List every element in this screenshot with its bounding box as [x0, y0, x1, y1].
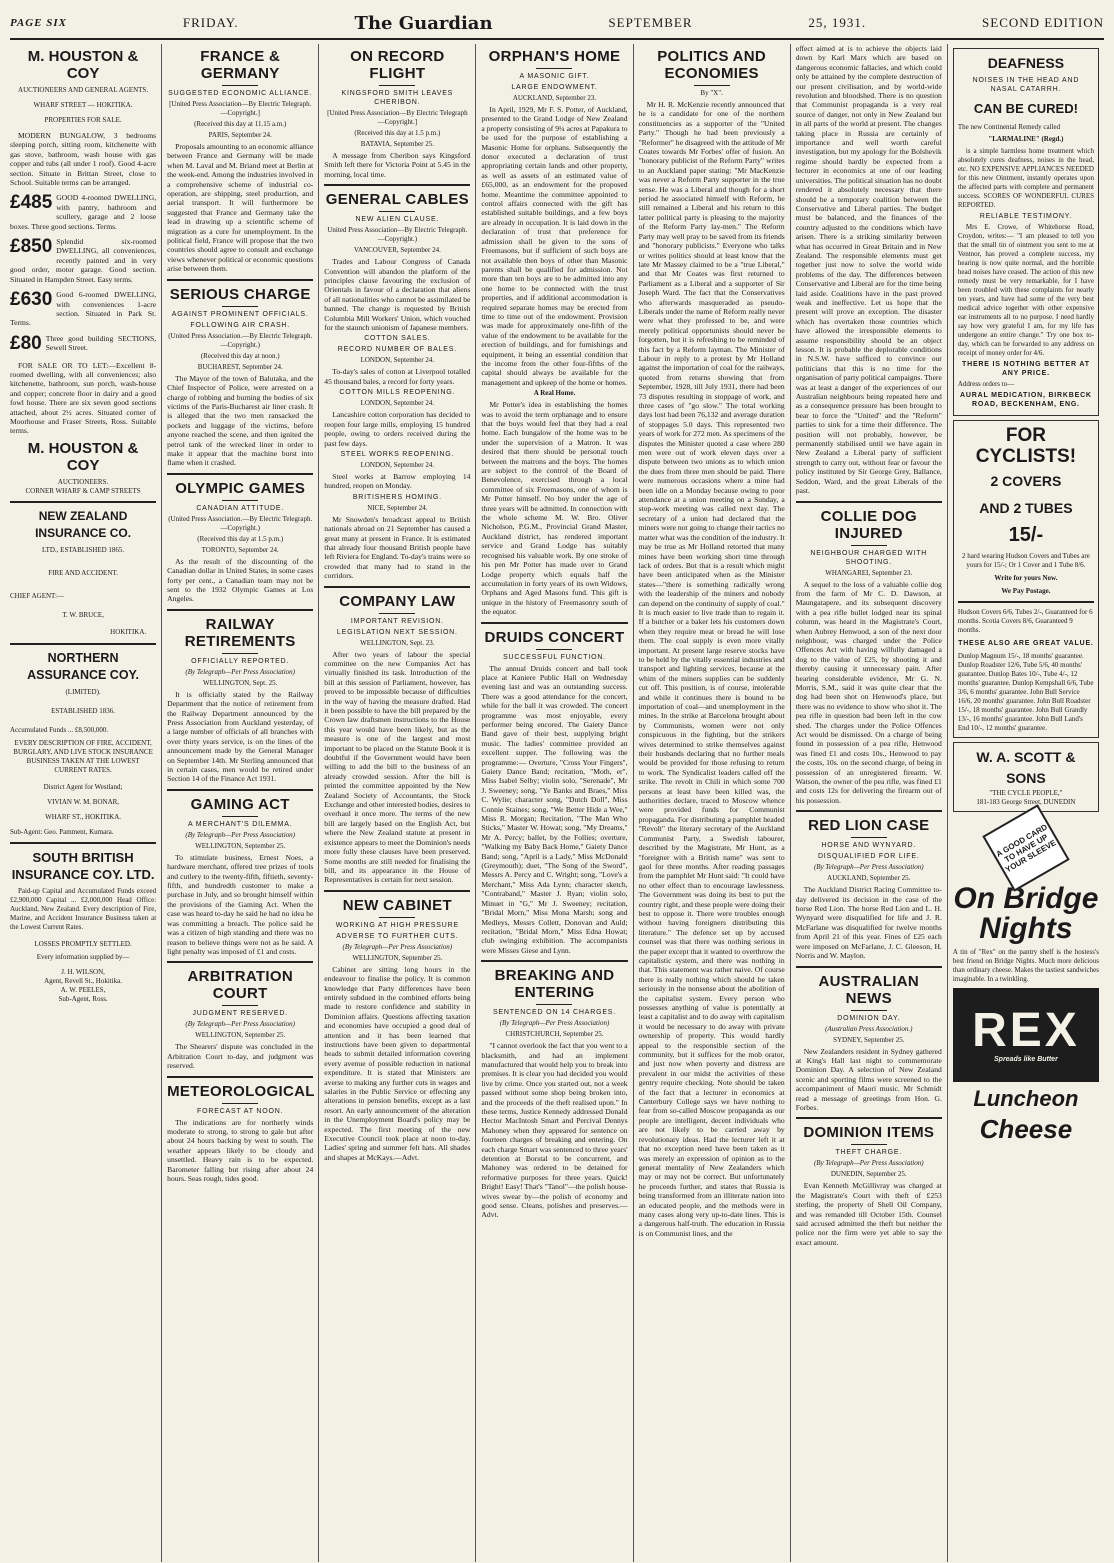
- dash: [851, 545, 887, 546]
- article-text: Mr H. R. McKenzie recently announced that he is a candidate for one of the northern constituencies as a supporter of the "United Party." Though he had been previously a "Reformer" he disagreed with the attitude of Mr Coates towards Mr Forbes' offer of fusion. An "honorary publicist of the Reform Party" writes to an Auckland paper stating: "Mr MacKenzie was never a Reform Party supporter in the true sense. He was a Liberal and though for a short period he associated himself with Reform, he still remained a Liberal and his return to this latter political party is pleasing to the majority of the Reform Party lay-men." The Reform Party may well pray to be saved from its friends and "honorary publicists." Everyone who talks or writes politics should at least know that the late Mr Massey claimed to be a "true Liberal," and that Mr Coates was first returned to Parliament as a Liberal and a supporter of Sir Joseph Ward. The fact that the Conservatives who afterwards masqueraded as pseudo-Liberals under the name of Reform really never were what they professed to be, and were merely political opportunists should never be forgotten, but it is refreshing to be reminded of this fact by a Reform layman. The Minister of Labour in reply to a protest by Mr Holland against the importation of coal for the railways, quoted from returns showing that from September, 1928, till July 1931, there had been 73 disputes resulting in stoppage of work, and three cases of "go slow." The total working days lost had been 76,132 and average duration of stoppages 5.0 days. This represented two years of work for 272 men. As specimens of the disputes the Minister quoted a case where 280 men were out of work eleven days over a dispute between two unions as to which union the dues from three men should be paid. There were numerous occasions where a mine had been idle on a Monday because owing to poor attendance at a union meeting on a Sunday, a stop-work meeting was called next day. The secretary of a union had declared that the miners were not going to change their tactics no matter what was the condition of the industry. It may be true as Mr Holland retorted that many mines have been working short time through lack of orders. But that is a result which might have been anticipated when as the Minister states—"there is something radically wrong with the leadership of the miners and nobody can depend on the continuity of supply of coal." It is much easier to live trade than to regain it. If a butcher or a baker lets his customers down when they require meat or bread he will lose them. The coal supply is even more vitally important. At present large reserve stocks have to be held by the vitally essential industries and transport and lighting services, because at the whim of the miners supplies can be suddenly cut off. This position, is of course, intolerable and while it continues there is bound to be importation of coal—and unemployment in the mines. In the strike at Barcelona brought about by Communists, women were not only conspicuous in the fighting, but the strikers wives determined to strike themselves against their husbands declaring that no further meals would be provided for those refusing to return to work. The Syndicalist leaders called off the strike. The revolt in Chili in which some 700 persons at least have been killed was, the authorities declare, traced to Moscow whence were provided funds for Communist propaganda. For distributing a pamphlet headed "Revolt" the literary secretary of the Auckland Communist Party, a Swedish labourer, described by the Magistrate, Mr Hunt, as a "foreigner with a British name" was sent to gaol for three months. After reading passages from the pamphlet Mr Hunt said: "It could have no other effect than to encourage lawlessness. The Government was doing its best to put the country right, and these people were doing their best to oppose it. There were troubles enough without having foreigners distributing this literature." The defence set up by accused counsel was that there was nothing serious in the paper except that it wanted to overthrow the capitalistic system, and there was nothing in that. This statement was rather naive. Of course there is really nothing which should be taken seriously in the nonsense about the abolition of the capitalist system. Every person who possesses anything of value is potentially at least a capitalist and to do away with capitalism it would be necessary to do away with private ownership of property. This would hardly appeal to the responsible section of the community, but it suffices for the mob orator, and just now when poverty and distress are prevalent in our midst the activities of these gentry require checking. Note should be taken of the fact that a lecturer in economics at Canterbury College says we have nothing to fear from so-called Moscow propaganda as our people are intelligent, decent individuals who are not likely to be carried away by revolutionary ideas. Had the lecturer left it at that no exception need have been taken as it was merely an expression of opinion as to the general mentality of New Zealanders which may or may not be correct. But unfortunately he proceeds further, and states that Russia is being transformed from an illiterate nation into an educated people, and the methods were in many cases along very up-to-date lines. This is a dangerous half-truth. The education in Russia is on Communist lines, and the: [638, 100, 785, 1238]
- ad-850: [10, 237, 156, 284]
- ad-850-text: Splendid six-roomed DWELLING, all conveniences, recently painted and in very good order, motor garage. Good section. Situated in Hampden Street. Easy terms.: [10, 237, 157, 284]
- sleeve-card: A GOOD CARD TO HAVE UP YOUR SLEEVE: [982, 804, 1069, 891]
- nz-insurance-ad: [10, 508, 156, 637]
- dateline: AUCKLAND, September 25.: [827, 874, 911, 883]
- deafness-title: DEAFNESS: [987, 55, 1065, 71]
- subhead: NEIGHBOUR CHARGED WITH SHOOTING.: [810, 549, 928, 566]
- rule: [796, 1117, 942, 1119]
- rex-slogan: Spreads like Butter: [994, 1055, 1058, 1063]
- source-line: (By Telegraph—Per Press Association): [813, 1159, 924, 1168]
- price-850: £850: [10, 236, 53, 258]
- ad-485: [10, 193, 156, 231]
- subhead: ADVERSE TO FURTHER CUTS.: [336, 932, 459, 940]
- rule: [481, 622, 627, 624]
- properties-label: PROPERTIES FOR SALE.: [44, 116, 122, 124]
- dateline: WELLINGTON, Sept. 23.: [360, 638, 435, 647]
- deafness-text: is a simple harmless home treatment which absolutely cures deafness, noises in the head, etc. NO EXPENSIVE APPLIANCES NEEDED for this new Ointment, instantly operates upon the affected parts with complete and permanent success. SCORES OF WONDERFUL CURES REPORTED.: [957, 147, 1094, 209]
- dateline: WELLINGTON, Sept. 25.: [203, 678, 278, 687]
- headline-dominion-items: DOMINION ITEMS: [803, 1124, 935, 1142]
- dash: [694, 85, 730, 86]
- rule: [167, 473, 313, 475]
- dash: [222, 306, 258, 307]
- source-line: (By Telegraph—Per Press Association): [185, 1020, 295, 1029]
- dateline: LONDON, September 24.: [360, 399, 435, 408]
- dateline: BUCHAREST, September 24.: [197, 362, 283, 371]
- headline-australian-news: AUSTRALIAN NEWS: [818, 972, 920, 1007]
- headline-arbitration: ARBITRATION COURT: [187, 968, 293, 1003]
- article-text: effect aimed at is to achieve the objects laid down by Karl Marx which are based on dangerous economic fallacies, and which could only be attained by the complete destruction of our present civilisation, and by world-wide revolution and bloodshed. There is no question that Communist propaganda is a very real source of danger, not only in New Zealand but in all parts of the world at present. The changes taking place in Russia are certainly of importance and well worth careful investigation, but my apology for the Bolshevik regime should hardly be expected from a lecturer in economics at one of our leading universities. The political situation has no doubt rendered it absolutely necessary that there should be a temporary coalition between the Conservative and Liberal parties. The budget must be balanced, and the finances of the country adjusted to the conditions which have arisen. There is a striking similarity between what has occurred in Great Britain and in New Zealand. The responsible elements must get together just now to solve the world wide problems of the day. The differences between Conservative and Liberal are for the time being laid aside. Coalitions have in the past proved weak and ineffective. Let us hope that the present will prove an exception. The disaster which has overtaken those countries which have allowed the irresponsible elements to assume responsibility should be an object lesson. It is probable the deplorable conditions in N.S.W. have sufficed to convince our politicians that this is no time for the organisation of party political campaigns. There was at least a danger of the experiences of our Australian neighbours being repeated here and as a consequence pressure has been brought to bear to force the "United" and the "Reform" parties to sink for a time their difference. The position will not probably, however, be permanently stabilised until we have again in New Zealand a Liberal party of sufficient strength to carry out, without fear or favour the policy instituted by Sir George Grey, Ballance, Seddon, Ward, and the great Liberals of the past.: [795, 44, 942, 496]
- source-line: (United Press Association.—By Electric Telegraph.—Copyright.): [168, 331, 313, 349]
- dash: [536, 68, 572, 69]
- bridge-nights: Nights: [979, 912, 1073, 945]
- rex-word: REX: [972, 1003, 1080, 1057]
- dateline: WHANGAREI, September 23.: [825, 568, 913, 577]
- dateline: TORONTO, September 24.: [201, 545, 279, 554]
- article-text: Mr Snowden's broadcast appeal to British nationals abroad on 21 September has caused a great many at present in France. It is estimated that already four thousand British people have left Riviera for England. To-day's trains were so crowded that many had to stand in the corridors.: [324, 514, 471, 581]
- masthead-month: SEPTEMBER: [608, 15, 693, 30]
- northern-est: ESTABLISHED 1836.: [51, 706, 116, 715]
- scott-name: W. A. SCOTT & SONS: [976, 749, 1076, 786]
- dateline: VANCOUVER, September 24.: [353, 246, 441, 255]
- rule: [324, 890, 470, 892]
- article-text: The Auckland District Racing Committee to-day delivered its decision in the case of the horse Red Lion. The horse Red Lion and L. H. Wynyard were disqualified for life and J. R. McFarlane was disqualified for twelve months from April 21 of this year. Fines of £25 each were imposed on McFarlane, J. C. Gleeson, H. Norris and W. Maylon.: [795, 885, 942, 961]
- rex-cheese: Cheese: [979, 1114, 1073, 1144]
- subhead: WORKING AT HIGH PRESSURE: [335, 921, 459, 929]
- edition-label: SECOND EDITION: [982, 15, 1104, 30]
- rule: [796, 810, 942, 812]
- dateline: WELLINGTON, September 25.: [352, 953, 443, 962]
- dateline: WELLINGTON, September 25.: [195, 1031, 286, 1040]
- dash: [222, 816, 258, 817]
- dash: [379, 917, 415, 918]
- article-text: Cabinet are sitting long hours in the endeavour to finalise the policy. It is common knowledge that Party differences have been entirely subdued in the combined efforts being made to restore confidence and stability in Dominion affairs. Questions affecting taxation and economies have occupied a good deal of attention and it has been learned that instructions have been given to departmental heads to submit detailed information covering every avenue of possible reduction in national expenditure. It is stated that Ministers are averse to making any further cuts in wages and salaries in the Public Service or effecting any alterations in pension benefits, except as a last resort. An early announcement of the alteration in the Unemployment Board's policy may be expected. The first meeting of the new Executive Council took place at noon to-day. Ladies' spring and summer felt hats. All shades and shapes at McKays.—Advt.: [324, 964, 471, 1162]
- source-line: [United Press Association—By Electric Telegraph—Copyright.]: [327, 109, 468, 126]
- cyclists-write: Write for yours Now.: [994, 574, 1058, 582]
- rule: [10, 501, 156, 503]
- source-line: United Press Association—By Electric Telegraph.—Copyright.): [327, 226, 468, 244]
- article-text: New Zealanders resident in Sydney gathered at King's Hall last night to commemorate Dominion Day. A selection of New Zealand scenic and sporting films were screened to the accompaniment of Maori music. Mr Schmidt read a message of greetings from Hon. G. Forbes.: [795, 1046, 942, 1112]
- rule: [167, 279, 313, 281]
- masthead-day: FRIDAY.: [182, 15, 239, 30]
- sub-agent: Sub-Agent: Geo. Pamment, Kumara.: [10, 827, 114, 836]
- ad-80: [10, 334, 156, 353]
- dash: [379, 85, 415, 86]
- houston-ad: [10, 48, 156, 496]
- deafness-ad: [953, 48, 1099, 416]
- dash: [851, 837, 887, 838]
- dateline: WELLINGTON, September 25.: [195, 841, 286, 850]
- cyclists-price: 15/-: [1008, 524, 1044, 546]
- price-80: £80: [10, 332, 42, 354]
- agent-bonar: VIVIAN W. M. BONAR,: [47, 797, 120, 806]
- agent-peeles: A. W. PEELES,: [60, 985, 106, 994]
- houston-address-2: CORNER WHARF & CAMP STREETS: [25, 486, 141, 495]
- agent-peeles-address: Sub-Agent, Ross.: [58, 994, 108, 1003]
- dateline: AUCKLAND, September 23.: [512, 94, 597, 102]
- headline-collie-dog: COLLIE DOG INJURED: [820, 507, 917, 542]
- column-3: [319, 44, 476, 1562]
- dateline: CHRISTCHURCH, September 25.: [505, 1030, 604, 1039]
- dateline: LONDON, September 24.: [360, 460, 435, 469]
- article-text: To stimulate business, Ernest Noes, a hardware merchant, offered tree prizes of tools and cutlery to the twenty-fifth, fiftieth, seventy-fifth, and hundredth customer to make a purchase in July, and so brought himself within the provisions of the Gaming Act. When the case was heard to-day he said he had no idea he was committing a breach. The police said he was a citizen of high standing and there was no reason to believe things were not as he said. A light penalty was imposed of £1 and costs.: [167, 852, 314, 956]
- subhead: KINGSFORD SMITH LEAVES CHERIBON.: [341, 90, 454, 106]
- subhead: HORSE AND WYNYARD.: [821, 842, 917, 850]
- subhead: DISQUALIFIED FOR LIFE.: [817, 853, 920, 861]
- source-line: (By Telegraph—Per Press Association): [185, 667, 295, 676]
- deafness-remedy: The new Continental Remedy called: [957, 123, 1061, 131]
- rule: [324, 586, 470, 588]
- subhead: STEEL WORKS REOPENING.: [340, 450, 455, 458]
- headline-red-lion: RED LION CASE: [808, 817, 930, 835]
- article-text: To-day's sales of cotton at Liverpool totalled 45 thousand bales, a record for forty years.: [324, 367, 471, 386]
- cyclists-postage: We Pay Postage.: [1001, 587, 1051, 595]
- subhead: RECORD NUMBER OF BALES.: [337, 346, 457, 354]
- rule: [167, 789, 313, 791]
- dash: [222, 85, 258, 86]
- source-line: (By Telegraph—Per Press Association): [342, 942, 453, 951]
- ad-485-text: GOOD 4-roomed DWELLING, with pantry, bathroom and scullery, garage and 2 loose boxes. Three good sections. Terms.: [10, 193, 157, 231]
- dash: [379, 211, 415, 212]
- headline-serious-charge: SERIOUS CHARGE: [169, 285, 311, 303]
- article-text: Mr Potter's idea in establishing the homes was to avoid the term orphanage and to ensure that the boys would feel that they had a real home. Each bungalow of the home was to be under the supervision of a Matron. It was desired that there should be personal touch between the matrons and the boys. The homes are subject to the control of the Board of Benevolence, exercised through a local committee of six Freemasons, one of whom is Mr Potter himself. No boy under the age of three years will be admitted. In connection with the whole scheme M. W. Bro. Oliver Nicholson, P.G.M., Provincial Grand Master, Auckland district, has rendered important service and Grand Lodge has suitably recognised his valuable work. By one stroke of his pen Mr Potter has made over to Grand Lodge property which equals half the accumulation in forty years of its own Widows, Orphans and Aged Masons fund. This gift is unique in the history of Freemasonry south of the equator.: [481, 400, 628, 617]
- south-british-text: Paid-up Capital and Accumulated Funds exceed £2,900,000 Capital ... £2,000,000 Head Office: Auckland, New Zealand. Every description of Fire, Marine, and Accident Insurance Business taken at the Lowest Current Rates.: [10, 886, 157, 931]
- paper-title: The Guardian: [354, 12, 493, 34]
- article-text: A message from Cheribon says Kingsford Smith left there for Victoria Point at 5.45 in the morning, local time.: [324, 151, 471, 179]
- column-6: [791, 44, 948, 1562]
- rule: [958, 601, 1094, 603]
- subhead: IMPORTANT REVISION.: [350, 617, 444, 625]
- dateline: NICE, September 24.: [367, 503, 428, 512]
- source-line: (By Telegraph—Per Press Association): [813, 863, 924, 872]
- dash: [222, 1103, 258, 1104]
- rex-text: A tin of "Rex" on the pantry shelf is the hostess's best friend on Bridge Nights. Much more delicious than ordinary cheese. Makes the tastiest sandwiches imaginable. In a twinkling.: [952, 948, 1099, 983]
- article-text: In April, 1929, Mr F. S. Potter, of Auckland, presented to the Grand Lodge of New Zealand a property consisting of 9¼ acres at Papakura to be used for the purpose of establishing a Masonic Home for orphans. Subsequently the donor executed a declaration of trust appropriating certain lands and other property, as well as assets of an estimated value of £65,000, as an endowment for the proposed home. Meantime the committee appointed to control affairs connected with the gift has established suitable buildings, and a few boys are already in occupation. It is laid down in the declaration of trust that preference for admission shall be given to the sons of Freemasons, but if sufficient of such boys are not available then boys of other than Masonic parents shall be qualified for admission. Not more than ten boys are to be admitted into any one home to be connected with the trust properties, and if additional accommodation is required separate homes may be erected from time to time out of the endowment. Provision was made for approximately one-fifth of the value of the endowment to be available for the erection of buildings, and for furnishings and equipment, it being an essential condition that the income from the other four-fifths of the capital should always be available for the management and upkeep of the home or homes.: [481, 105, 628, 387]
- testimony-text: Mrs E. Crowe, of Whitehorse Road, Croydon, writes:— "I am pleased to tell you that the small tin of ointment you sent to me at Ventnor, has proved a complete success, my hearing is now quite normal, and the horrible head noises have ceased. The action of this new remedy must be very remarkable, for I have been troubled with these complaints for nearly ten years, and have had some of the very best medical advice together with other expensive ear instruments all to no purpose. I need hardly say how very grateful I am, for my life has undergone an entire change." Try one box to-day, which can be forwarded to any address on receipt of money order for 4/6.: [957, 223, 1094, 357]
- received-line: (Received this day at noon.): [200, 351, 280, 360]
- cyclists-ad: [953, 420, 1099, 738]
- subhead: SUGGESTED ECONOMIC ALLIANCE.: [168, 90, 313, 97]
- rule: [324, 184, 470, 186]
- headline-politics: POLITICS AND ECONOMIES: [657, 48, 767, 82]
- article-text: Evan Kenneth McGillivray was charged at the Magistrate's Court with theft of £253 sterling, the property of Shell Oil Company, and was remanded till October 15th. Counsel said accused admitted the theft but neither the police nor the firm were yet able to say the exact amount.: [795, 1181, 942, 1247]
- cyclists-covers: 2 COVERS: [990, 473, 1062, 489]
- agent-wharf: WHARF ST., HOKITIKA.: [45, 812, 122, 821]
- rule: [796, 966, 942, 968]
- dash: [379, 613, 415, 614]
- rule: [10, 842, 156, 844]
- subhead: AGAINST PROMINENT OFFICIALS.: [171, 310, 309, 318]
- column-4: [476, 44, 633, 1562]
- headline-gaming: GAMING ACT: [190, 795, 290, 813]
- headline-company-law: COMPANY LAW: [339, 592, 456, 610]
- larmaline-label: "LARMALINE" (Regd.): [988, 135, 1064, 143]
- agent-wilson-address: Agent, Revell St., Hokitika.: [44, 976, 123, 985]
- headline-france-germany: FRANCE & GERMANY: [200, 48, 281, 82]
- nz-insurance-name: NEW ZEALAND INSURANCE CO.: [35, 508, 132, 540]
- rule: [10, 643, 156, 645]
- article-text: A sequel to the loss of a valuable collie dog from the farm of Mr C. D. Dawson, at Maungatapere, and its subsequent discovery with a pea rifle bullet lodged near its spinal column, was heard in the Magistrate's Court, when Aubrey Henwood, a son of the next door neighbour, was charged under the Police Offences Act with having wilfully damaged a dog to the value of £25, by shooting it and thereby causing it unnecessary pain. After hearing considerable evidence, Mr G. N. Morris, S.M., said it was quite clear that the dog had been shot on Henwood's place, but there was no evidence to show who shot it. The pea rifle in question had been left in the cow shed. The charges under the Police Offences Act would be dismissed. On a charge of being found in possession of a pea rifle, Henwood was fined £1 and costs 10s., Henwood to pay the costs, 10s. on the second charge, of being in possession of an unregistered firearm. W. Watson, the owner of the pea rifle, was fined £1 and costs 12s for delivering the firearm out of his possession.: [795, 579, 942, 805]
- price-630: £630: [10, 289, 53, 311]
- subhead: NEW ALIEN CLAUSE.: [355, 216, 440, 224]
- bungalow-ad: MODERN BUNGALOW, 3 bedrooms sleeping porch, sitting room, kitchenette with gas stove, bathroom, wash house with gas copper and tubs (all under 1 roof). Good 4-acre section. Situate in Brittan Street, close to School. Suitable terms can be arranged.: [10, 131, 157, 188]
- dateline: SYDNEY, September 25.: [833, 1035, 905, 1044]
- subhead: THEFT CHARGE.: [835, 1149, 903, 1157]
- masthead: [10, 8, 1104, 40]
- dateline: DUNEDIN, September 25.: [830, 1170, 907, 1179]
- column-2: [162, 44, 319, 1562]
- source-line: [United Press Association—By Electric Telegraph.—Copyright.]: [169, 100, 312, 117]
- headline-breaking-entering: BREAKING AND ENTERING: [494, 967, 615, 1002]
- rule: [481, 960, 627, 962]
- nz-insurance-est: LTD., ESTABLISHED 1865.: [41, 545, 125, 554]
- scott-ad: [953, 742, 1099, 812]
- source-line: (Australian Press Association.): [825, 1024, 913, 1033]
- address-label: Address orders to—: [957, 380, 1015, 388]
- dash: [851, 1010, 887, 1011]
- headline-druids: DRUIDS CONCERT: [484, 628, 625, 646]
- masthead-date: 25, 1931.: [808, 15, 867, 30]
- cyclists-title: FOR CYCLISTS!: [975, 425, 1077, 467]
- subhead: CANADIAN ATTITUDE.: [196, 504, 285, 512]
- dash: [536, 649, 572, 650]
- northern-name: NORTHERN ASSURANCE COY.: [27, 650, 139, 682]
- scott-address: 181-183 George Street, DUNEDIN: [976, 798, 1076, 806]
- source-line: (United Press Association.—By Electric Telegraph.—Copyright.): [168, 514, 313, 532]
- article-text: As the result of the discounting of the Canadian dollar in United States, in some cases forty per cent., a Canadian team may not be sent to the 1932 Olympic Games at Los Angeles.: [167, 556, 314, 604]
- deafness-sub: NOISES IN THE HEAD AND NASAL CATARRH.: [972, 77, 1080, 93]
- great-value: THESE ALSO ARE GREAT VALUE.: [958, 640, 1094, 647]
- agent-bruce: T. W. BRUCE,: [62, 610, 104, 619]
- south-british-name: SOUTH BRITISH INSURANCE COY. LTD.: [11, 849, 155, 882]
- byline: By "X".: [700, 89, 723, 97]
- subhead: DOMINION DAY.: [837, 1014, 901, 1022]
- received-line: (Received this day at 1.5 p.m.): [197, 534, 284, 543]
- losses-settled: LOSSES PROMPTLY SETTLED.: [34, 939, 132, 948]
- headline-orphans-home: ORPHAN'S HOME: [488, 48, 621, 65]
- info-supplied: Every information supplied by—: [36, 952, 130, 961]
- nz-insurance-fire: FIRE AND ACCIDENT.: [48, 568, 118, 577]
- ad-630: [10, 290, 156, 328]
- headline-olympic: OLYMPIC GAMES: [175, 479, 306, 497]
- testimony-label: RELIABLE TESTIMONY.: [979, 213, 1073, 220]
- rule: [796, 501, 942, 503]
- northern-desc: EVERY DESCRIPTION OF FIRE, ACCIDENT, BURGLARY, AND LIVE STOCK INSURANCE BUSINESS TAKEN AT THE LOWEST CURRENT RATES.: [13, 738, 153, 774]
- columns: [10, 44, 1104, 1562]
- rex-logo: [953, 988, 1099, 1082]
- headline-new-cabinet: NEW CABINET: [342, 896, 452, 914]
- dateline: LONDON, September 24.: [360, 356, 435, 365]
- article-text: After two years of labour the special committee on the new Companies Act has virtually finished its task. Introduction of the bill at this session of Parliament, however, has proved to be impossible because of difficulties in the way of having the measure drafted. Had it been possible to have the bill prepared by the Crown law draftsmen instructions to the House this year would have been likely, but as the measure is one of the largest and most important to be placed on the Statute Book it is doubtful if the Government would have been willing to add the bill to the business of an already crowded session. After the bill is printed the committee appointed by the New Zealand Society of Accountants, the Stock Exchange and other interested bodies, desires to overhaul it once more. The terms of the new bill are largely based on the English Act, but where the New Zealand statute at present in existence appears to meet the Dominion's needs more fully these clauses have been preserved. Some months are still needed for finalising the bill, and its appearance in the House of Representatives is certain for next session.: [324, 649, 471, 885]
- received-line: (Received this day at 11.15 a.m.): [194, 120, 287, 128]
- article-text: Proposals amounting to an economic alliance between France and Germany will be made when M. Laval and M. Briand meet at Berlin at the week-end. Among the industries involved in a comprehensive scheme of industrial co-operation, are shipping, steel production, and aerial transport. It will furthermore be suggested that France and Germany take the lead in drawing up a scientific scheme of migration as a cure for unemployment. In the political field, France will propose that the two countries should agree to consult and exchange views whenever political or economic questions arise between them.: [167, 142, 314, 274]
- subhead: BRITISHERS HOMING.: [352, 493, 442, 501]
- article-text: "I cannot overlook the fact that you went to a blacksmith, and had an implement manufactured that would help you to break into premises. It is clear you had decided you would live by crime. Once you started out, not a week passed without some shop being broken into, and the proceeds of the theft realised upon." In these terms, Justice Kennedy addressed Donald Hector MacIntosh Smart and Percival Dennys Mahoney when they appeared for sentence on fourteen charges of breaking and entering. On each charge Smart was sentenced to three years' detention at Borstal to be concurrent, and Mahoney was ordered to be detained for reformative purposes for three years. Quick! Bright! Easy! That's "Tanol"—the polish house-wives swear by—the polish of economy and good sense. Cleans, polishes and preserves.—Advt.: [481, 1041, 628, 1220]
- subhead: FORECAST AT NOON.: [197, 1107, 284, 1115]
- column-1: [10, 44, 162, 1562]
- dateline: PARIS, September 24.: [208, 131, 272, 139]
- northern-funds: Accumulated Funds ... £8,500,000.: [10, 725, 109, 734]
- agent-hokitika: HOKITIKA.: [110, 627, 147, 636]
- aural-address: AURAL MEDICATION, BIRKBECK ROAD, BECKENHAM, ENG.: [960, 392, 1092, 408]
- headline-meteorological: METEOROLOGICAL: [167, 1082, 315, 1100]
- subhead: A MERCHANT'S DILEMMA.: [187, 820, 293, 828]
- dateline: BATAVIA, September 25.: [360, 140, 434, 148]
- headline-record-flight: ON RECORD FLIGHT: [350, 48, 445, 82]
- rex-ad: [953, 816, 1099, 1144]
- article-text: The Shearers' dispute was concluded in the Arbitration Court to-day, and judgment was reserved.: [167, 1042, 314, 1071]
- houston-name: M. HOUSTON & COY: [27, 48, 139, 82]
- subhead: FOLLOWING AIR CRASH.: [190, 321, 291, 329]
- houston-sub-2: AUCTIONEERS.: [57, 477, 109, 486]
- bridge-title: On Bridge: [953, 882, 1099, 915]
- article-text: The annual Druids concert and ball took place at Kaniere Public Hall on Wednesday evening last and was an outstanding success. There was a good attendance for the concert, while for the ball it was crowded. The concert programme was most enjoyable, every performer being encored. The Gaiety Dance Band gave of their best, supplying bright music. The ladies' committee provided an excellent supper. The following was the programme:— Overture, "Cross Your Fingers", Gaiety Dance Band; recitation, "Moth, er", Miss Isabel Selby; violin solo, "Serenade", Mr J. Sweeney; song, "Ye Banks and Braes," Miss C. Wylie; character song, "Dutch Doll", Miss Connie Staines; song, "We Better Hide a Wee," Miss R. Morgan; Recitation, "The Man Who Sticks," Master W. Howat; song, "My Dreams," Mr A. Percy; ballet, by the Follies; overture, "Walking my Baby Back Home," Gaiety Dance Band; song, "April is a Lady," Miss McDonald (Greymouth); duet, "The Song of the Sword", Messrs A. Percy and C. Wright; song, "Love's a Merchant," Miss Ada Lynn; character sketch, "Contraband," Master J. Ryan; violin solo, Minuet in "G," Mr J. Sweeney; recitation, "Bridal Morn," Miss Mona Marsh; song and Medleys, Messrs Collett, Donovan and Auld; recitation, "Bridal Morn," Miss Edna Howat; club swinging exhibition. The accompanists were Misses Giese and Lynn.: [481, 663, 628, 955]
- tyres-list-2: Dunlop Magnum 15/-, 18 months' guarantee. Dunlop Roadster 12/6, Tube 5/6, 40 months' guarantee. Dunlop Bates 10/-, Tube 4/-, 12 months' guarantee. Dunlop Kempshall 6/6, Tube 3/6, 6 months' guarantee. John Bull Service 16/6, 20 months' guarantee. John Bull Roadster 15/-, 18 months' guarantee. John Bull Grandly 13/-, 16 months' guarantee. John Bull Land's End 10/-, 12 months' guarantee.: [957, 652, 1094, 732]
- price-485: £485: [10, 192, 53, 214]
- page-number: PAGE SIX: [10, 17, 68, 29]
- northern-limited: (LIMITED).: [65, 687, 101, 696]
- article-text: Lancashire cotton corporation has decided to reopen four large mills, employing 15 hundred people, owing to orders received during the past few days.: [324, 410, 471, 448]
- cyclists-tubes: AND 2 TUBES: [979, 500, 1073, 516]
- subhead: A Real Home.: [533, 389, 576, 398]
- source-line: (By Telegraph—Per Press Association): [185, 830, 295, 839]
- source-line: (By Telegraph—Per Press Association): [499, 1019, 610, 1028]
- article-text: Trades and Labour Congress of Canada Convention will abandon the platform of the principles clause favouring the exclusion of Orientals in favour of a declaration that aliens of all nationalities who cannot be assimilated be banned. The change is requested by British Columbia Mill Workers' Union, which vouched for the staunch unionism of Japanese members.: [324, 257, 471, 333]
- rule: [167, 1076, 313, 1078]
- headline-railway: RAILWAY RETIREMENTS: [184, 615, 296, 650]
- received-line: (Received this day at 1.5 p.m.): [354, 129, 441, 137]
- rule: [167, 961, 313, 963]
- subhead: OFFICIALLY REPORTED.: [191, 657, 290, 665]
- subhead: COTTON MILLS REOPENING.: [339, 389, 456, 397]
- column-5: [634, 44, 791, 1562]
- houston-name-2: M. HOUSTON & COY: [27, 439, 139, 474]
- tyres-list: Hudson Covers 6/6, Tubes 2/-, Guaranteed for 6 months. Scotia Covers 8/6, Guaranteed 9 months.: [957, 608, 1093, 634]
- northern-ad: [10, 650, 156, 837]
- houston-sub: AUCTIONEERS AND GENERAL AGENTS.: [18, 86, 149, 94]
- dash: [536, 1004, 572, 1005]
- dash: [222, 653, 258, 654]
- subhead: LEGISLATION NEXT SESSION.: [336, 628, 458, 636]
- nothing-better: THERE IS NOTHING BETTER AT ANY PRICE.: [962, 361, 1090, 377]
- south-british-ad: [10, 849, 156, 1004]
- chief-agent-label: CHIEF AGENT:—: [10, 591, 64, 600]
- houston-address: WHARF STREET — HOKITIKA.: [33, 101, 133, 109]
- column-7: [948, 44, 1104, 1562]
- article-text: Steel works at Barrow employing 14 hundred, reopen on Monday.: [324, 471, 471, 491]
- to-let-ad: FOR SALE OR TO LET:—Excellent 8-roomed dwelling, with all conveniences; also kitchenette, bathroom, sun porch, wash-house and copper; concrete floor in dairy and a good fowl house. There are six seven good sections attached, about 2½ acres. Situated corner of Moorhouse and Fraser Streets, Ross. Suitable terms.: [10, 360, 157, 436]
- headline-general-cables: GENERAL CABLES: [325, 191, 469, 209]
- article-text: The indications are for northerly winds moderate to strong, to strong to gale but after about 24 hours backing by west to south. The weather appears likely to be cloudy and unsettled. Heavy rain is to be expected. Barometer falling but rising after about 24 hours. Seas rough, tides good.: [167, 1117, 314, 1183]
- scott-sub: "THE CYCLE PEOPLE,": [989, 789, 1063, 797]
- dash: [851, 1144, 887, 1145]
- cyclists-text: 2 hard wearing Hudson Covers and Tubes are yours for 15/-; Or 1 Cover and 1 Tube 8/6.: [962, 552, 1090, 569]
- subhead: LARGE ENDOWMENT.: [511, 84, 598, 91]
- dash: [222, 1005, 258, 1006]
- agent-wilson: J. H. WILSON,: [61, 967, 105, 976]
- rex-luncheon: Luncheon: [973, 1086, 1079, 1111]
- article-text: The Mayor of the town of Balutaka, and the Chief Inspector of Police, were arrested on a charge of robbing and burning the bodies of six victims of the Paris-Bucharest air liner crash. It is alleged that the two men ransacked the pockets and luggage of the victims, before anyone reached the scene, and then ignited the petrol tank of the wrecked liner in order to make it appear that the machine burst into flame when it crashed.: [167, 373, 314, 468]
- ad-630-text: Good 6-roomed DWELLING, with conveniences 1-acre section. Situated in Park St. Terms.: [10, 290, 157, 328]
- ad-80-text: Three good building SECTIONS, Sewell Street.: [45, 333, 157, 353]
- article-text: It is officially stated by the Railway Department that the notice of retirement from the Railway Department announced by the Press Association from Auckland yesterday, of a large number of officials of all branches with over thirty years service, is on the lines of the announcement made by the General Manager on September 14th. Mr Sterling announced that in certain cases, men would be retired under Section 14 of the Finance Act 1931.: [167, 689, 314, 784]
- subhead: COTTON SALES.: [364, 335, 431, 343]
- subhead: JUDGMENT RESERVED.: [192, 1010, 288, 1018]
- subhead: A MASONIC GIFT.: [519, 73, 590, 80]
- rule: [167, 609, 313, 611]
- subhead: SUCCESSFUL FUNCTION.: [503, 653, 606, 661]
- dash: [222, 500, 258, 501]
- subhead: SENTENCED ON 14 CHARGES.: [492, 1009, 617, 1017]
- deafness-cured: CAN BE CURED!: [973, 101, 1078, 116]
- district-agent: District Agent for Westland;: [43, 782, 123, 791]
